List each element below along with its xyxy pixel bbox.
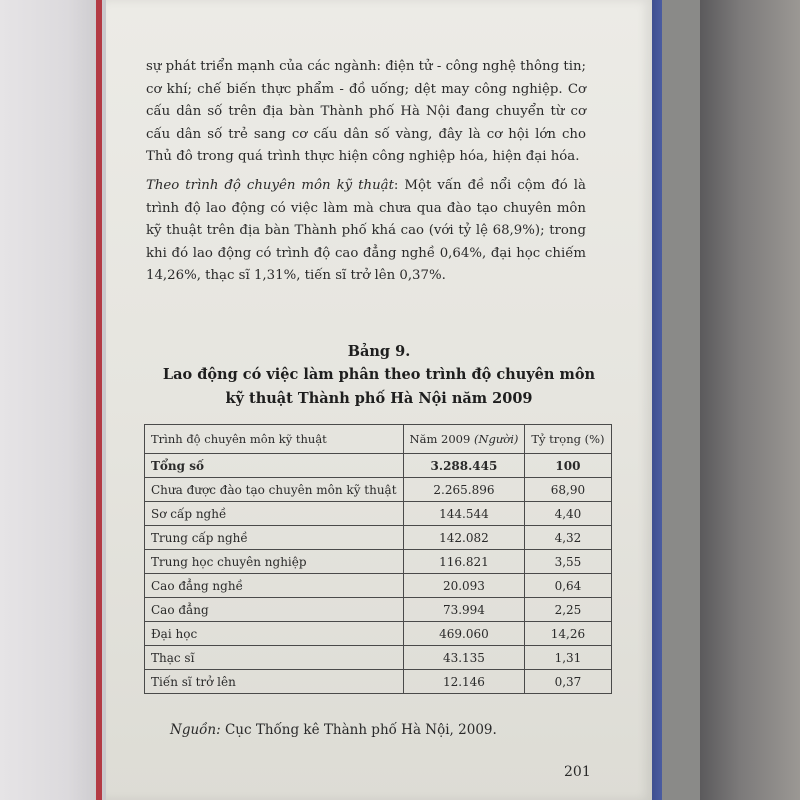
paragraph-2-rest: : Một vấn đề nổi cộm đó là trình độ lao động có việc làm mà chưa qua đào tạo chuyên môn kỹ thuật trên địa bàn Thành phố khá cao (với tỷ lệ 68,9%); trong khi đó lao động có trình độ cao đẳng nghề 0,64%, đại học chiếm 14,26%, thạc sĩ 1,31%, tiến sĩ trở lên 0,37%. — [146, 177, 586, 284]
row-value: 142.082 — [403, 526, 525, 550]
row-share: 4,32 — [525, 526, 611, 550]
row-value: 469.060 — [403, 622, 525, 646]
table-row — [145, 574, 612, 598]
body-text — [146, 56, 586, 288]
table-row — [145, 550, 612, 574]
page-number: 201 — [564, 764, 591, 780]
table-header-row — [145, 425, 612, 454]
row-share: 2,25 — [525, 598, 611, 622]
table-row — [145, 526, 612, 550]
labor-table — [144, 424, 612, 694]
book-page — [106, 0, 652, 800]
row-share: 68,90 — [525, 478, 611, 502]
row-value: 144.544 — [403, 502, 525, 526]
row-share: 4,40 — [525, 502, 611, 526]
row-share: 3,55 — [525, 550, 611, 574]
row-label: Tổng số — [145, 454, 404, 478]
table-row — [145, 478, 612, 502]
row-label: Chưa được đào tạo chuyên môn kỹ thuật — [145, 478, 404, 502]
source-label: Nguồn: — [170, 722, 221, 738]
paragraph-2 — [146, 175, 586, 288]
row-value: 2.265.896 — [403, 478, 525, 502]
row-label: Cao đẳng — [145, 598, 404, 622]
row-value: 3.288.445 — [403, 454, 525, 478]
table-row — [145, 670, 612, 694]
row-label: Thạc sĩ — [145, 646, 404, 670]
table-row — [145, 622, 612, 646]
table-title-line-2: kỹ thuật Thành phố Hà Nội năm 2009 — [225, 390, 533, 407]
header-year-2009 — [403, 425, 525, 454]
row-label: Đại học — [145, 622, 404, 646]
row-label: Trung cấp nghề — [145, 526, 404, 550]
row-share: 1,31 — [525, 646, 611, 670]
header-year-main: Năm 2009 — [409, 432, 474, 446]
row-share: 0,37 — [525, 670, 611, 694]
row-label: Tiến sĩ trở lên — [145, 670, 404, 694]
row-label: Sơ cấp nghề — [145, 502, 404, 526]
table-title-line-1: Lao động có việc làm phân theo trình độ chuyên môn — [162, 366, 596, 383]
table-row — [145, 646, 612, 670]
row-value: 43.135 — [403, 646, 525, 670]
row-label: Cao đẳng nghề — [145, 574, 404, 598]
table-row — [145, 598, 612, 622]
source-text: Cục Thống kê Thành phố Hà Nội, 2009. — [220, 722, 497, 738]
source-note — [170, 722, 497, 738]
paragraph-2-lead: Theo trình độ chuyên môn kỹ thuật — [146, 177, 394, 193]
row-share: 0,64 — [525, 574, 611, 598]
header-year-unit: (Người) — [473, 432, 519, 446]
row-value: 73.994 — [403, 598, 525, 622]
table-row — [145, 502, 612, 526]
row-share: 14,26 — [525, 622, 611, 646]
table-label: Bảng 9. — [347, 343, 411, 360]
row-share: 100 — [525, 454, 611, 478]
table-row — [145, 454, 612, 478]
row-value: 116.821 — [403, 550, 525, 574]
right-background — [700, 0, 800, 800]
left-background — [0, 0, 112, 800]
row-label: Trung học chuyên nghiệp — [145, 550, 404, 574]
row-value: 12.146 — [403, 670, 525, 694]
header-qualification: Trình độ chuyên môn kỹ thuật — [145, 425, 404, 454]
header-share: Tỷ trọng (%) — [525, 425, 611, 454]
row-value: 20.093 — [403, 574, 525, 598]
paragraph-1: sự phát triển mạnh của các ngành: điện tử - công nghệ thông tin; cơ khí; chế biến thực phẩm - đồ uống; dệt may công nghiệp. Cơ cấu dân số trên địa bàn Thành phố Hà Nội đang chuyển từ cơ cấu dân số trẻ sang cơ cấu dân số vàng, đây là cơ hội lớn cho Thủ đô trong quá trình thực hiện công nghiệp hóa, hiện đại hóa. — [146, 59, 586, 165]
